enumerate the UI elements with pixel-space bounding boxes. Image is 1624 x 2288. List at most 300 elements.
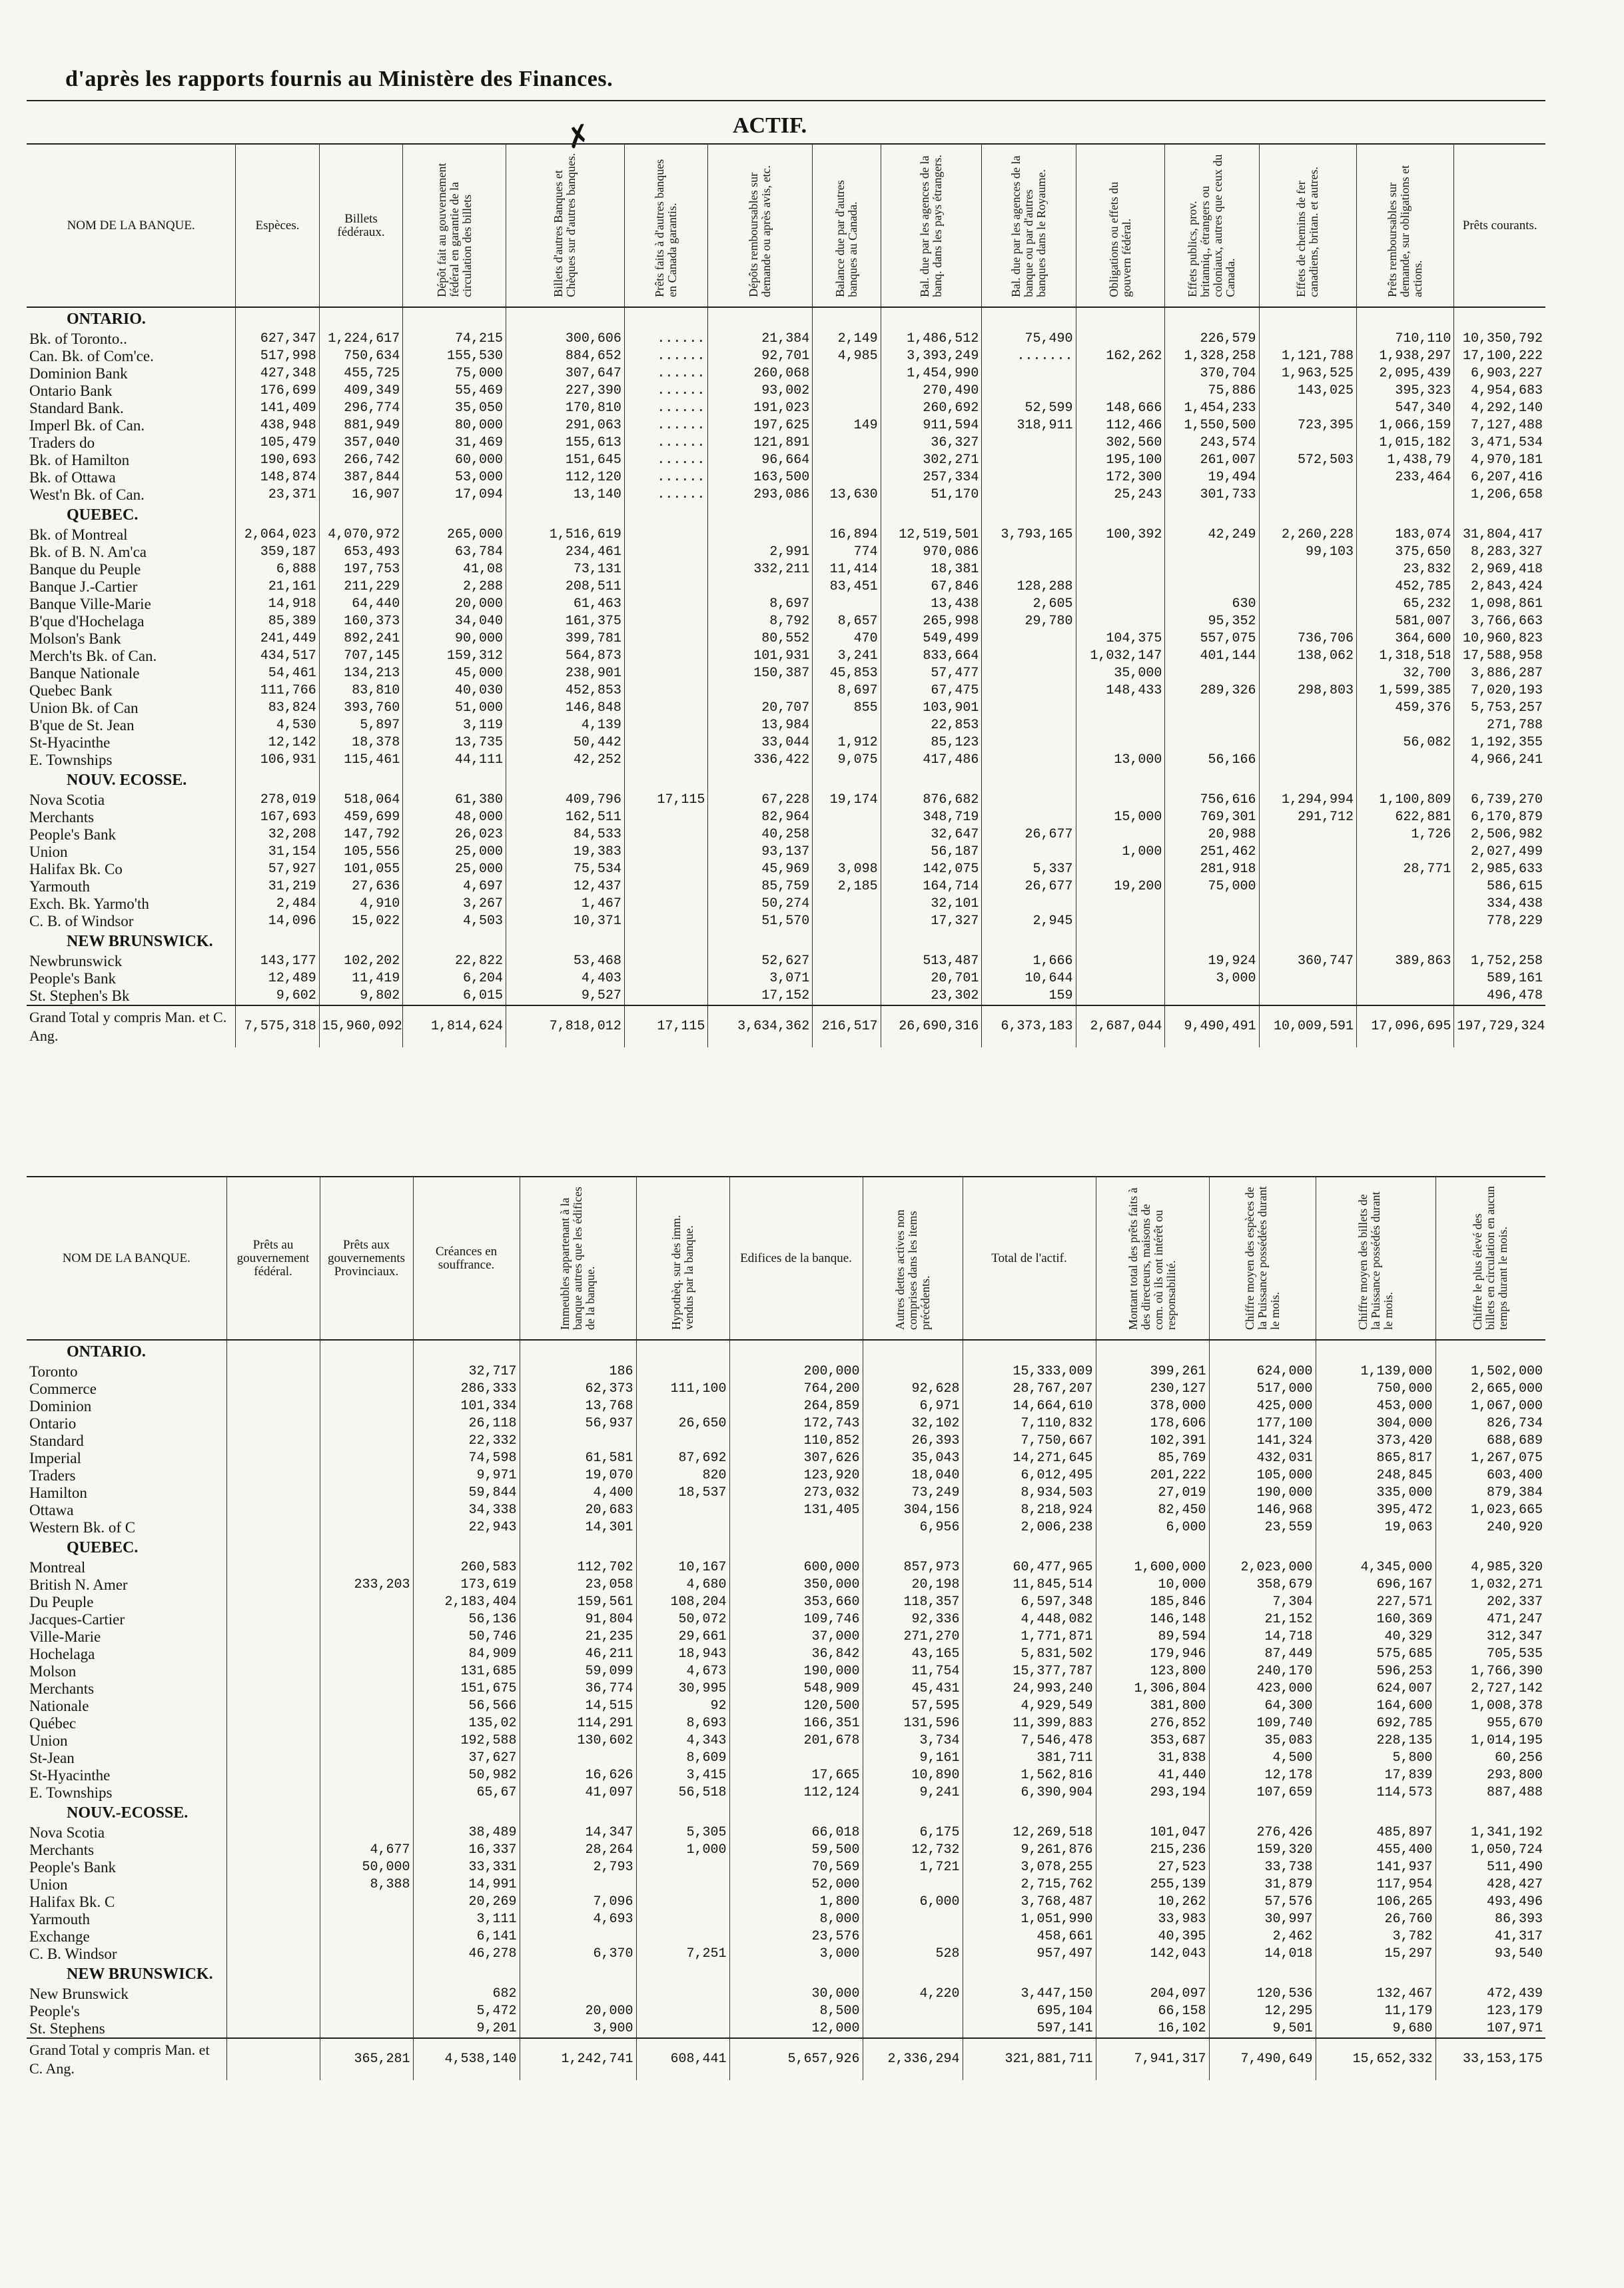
table-cell: 60,477,965 <box>963 1559 1096 1576</box>
table-cell: 29,780 <box>982 613 1076 630</box>
table-cell: 470 <box>813 630 881 648</box>
table-cell: 95,352 <box>1165 613 1259 630</box>
table-cell: 93,137 <box>708 844 813 861</box>
table-cell <box>1356 878 1453 895</box>
table-cell: 10,000 <box>1096 1576 1209 1594</box>
empty-cell <box>226 1963 320 1986</box>
table-cell: ....... <box>982 348 1076 365</box>
table-cell: 21,152 <box>1209 1611 1316 1628</box>
column-header: Edifices de la banque. <box>729 1177 863 1340</box>
table-cell: 381,800 <box>1096 1698 1209 1715</box>
table-cell: 151,645 <box>506 452 625 469</box>
bank-name: Can. Bk. of Com'ce. <box>29 348 154 364</box>
bank-name: People's Bank <box>29 1859 116 1876</box>
table-cell: 23,832 <box>1356 561 1453 578</box>
empty-cell <box>708 769 813 792</box>
table-cell <box>708 526 813 544</box>
table-cell: 7,304 <box>1209 1594 1316 1611</box>
table-cell: 150,387 <box>708 665 813 682</box>
table-cell: 696,167 <box>1316 1576 1435 1594</box>
column-header: Chiffre le plus élevé des billets en circulation en aucun temps durant le mois. <box>1435 1177 1545 1340</box>
actif-heading: ACTIF. <box>733 113 807 138</box>
table-cell: 6,170,879 <box>1454 809 1545 826</box>
table-cell: 289,326 <box>1165 682 1259 700</box>
table-cell <box>320 1628 413 1646</box>
table-cell <box>226 1363 320 1381</box>
table-cell: 581,007 <box>1356 613 1453 630</box>
table-cell <box>1165 987 1259 1005</box>
bank-name: C. B. Windsor <box>29 1946 117 1962</box>
empty-cell <box>636 1536 729 1559</box>
table-cell: 485,897 <box>1316 1824 1435 1842</box>
table-cell: 93,540 <box>1435 1946 1545 1963</box>
table-row <box>27 895 1545 913</box>
table-cell: 118,357 <box>863 1594 963 1611</box>
table-cell: 4,292,140 <box>1454 400 1545 417</box>
bank-name: C. B. of Windsor <box>29 913 134 929</box>
empty-cell <box>1316 1963 1435 1986</box>
table-cell <box>982 792 1076 809</box>
table-cell: 10,371 <box>506 913 625 930</box>
table-cell: 575,685 <box>1316 1646 1435 1663</box>
table-cell <box>320 1415 413 1432</box>
table-cell: ...... <box>624 382 708 400</box>
bank-name: Commerce <box>29 1381 97 1397</box>
table-cell <box>624 861 708 878</box>
table-cell: 87,449 <box>1209 1646 1316 1663</box>
table-cell: 1,486,512 <box>881 330 982 348</box>
table-cell: 160,373 <box>319 613 403 630</box>
empty-cell <box>1165 930 1259 953</box>
table-cell <box>1356 486 1453 504</box>
table-cell: 32,208 <box>236 826 320 844</box>
table-cell: 622,881 <box>1356 809 1453 826</box>
table-cell: 135,02 <box>413 1715 520 1732</box>
table-row <box>27 1432 1545 1450</box>
table-cell <box>1259 987 1356 1005</box>
table-cell: 1,328,258 <box>1165 348 1259 365</box>
table-cell: 1,516,619 <box>506 526 625 544</box>
table-cell: 378,000 <box>1096 1398 1209 1415</box>
table-cell: 85,389 <box>236 613 320 630</box>
table-cell: 23,576 <box>729 1928 863 1946</box>
table-cell <box>813 987 881 1005</box>
table-cell: 99,103 <box>1259 544 1356 561</box>
bank-name: Hamilton <box>29 1484 87 1501</box>
table-row <box>27 682 1545 700</box>
table-cell: 472,439 <box>1435 1986 1545 2003</box>
table-row <box>27 1986 1545 2003</box>
table-cell <box>708 682 813 700</box>
empty-cell <box>881 504 982 526</box>
table-cell <box>624 878 708 895</box>
table-cell <box>1076 717 1165 734</box>
table-cell <box>226 1842 320 1859</box>
table-cell <box>1259 970 1356 987</box>
title-rule <box>27 100 1545 101</box>
table-cell: 29,661 <box>636 1628 729 1646</box>
table-cell: 211,229 <box>319 578 403 596</box>
table-cell: 33,983 <box>1096 1911 1209 1928</box>
table-row <box>27 648 1545 665</box>
table-cell: 1,341,192 <box>1435 1824 1545 1842</box>
empty-cell <box>636 1802 729 1824</box>
table-cell: 955,670 <box>1435 1715 1545 1732</box>
table-cell: 109,740 <box>1209 1715 1316 1732</box>
table-cell: 17,094 <box>403 486 506 504</box>
table-row <box>27 1628 1545 1646</box>
bank-name: Merch'ts Bk. of Can. <box>29 648 157 664</box>
table-cell: 302,271 <box>881 452 982 469</box>
bank-name: Union <box>29 1876 68 1893</box>
table-cell <box>1356 844 1453 861</box>
table-cell: 750,000 <box>1316 1381 1435 1398</box>
empty-cell <box>729 1536 863 1559</box>
table-cell: 2,991 <box>708 544 813 561</box>
table-cell: 41,317 <box>1435 1928 1545 1946</box>
column-header: Prêts au gouvernement fédéral. <box>226 1177 320 1340</box>
empty-cell <box>1096 1802 1209 1824</box>
table-cell: 4,345,000 <box>1316 1559 1435 1576</box>
table-cell <box>982 630 1076 648</box>
table-cell: 230,127 <box>1096 1381 1209 1398</box>
table-cell: 5,305 <box>636 1824 729 1842</box>
table-cell: 8,609 <box>636 1750 729 1767</box>
table-cell: 18,537 <box>636 1484 729 1502</box>
table-cell: 92,336 <box>863 1611 963 1628</box>
table-cell: 37,000 <box>729 1628 863 1646</box>
table-cell: 84,909 <box>413 1646 520 1663</box>
table-row <box>27 970 1545 987</box>
table-cell: 101,334 <box>413 1398 520 1415</box>
table-cell <box>1165 561 1259 578</box>
table-cell: 22,943 <box>413 1519 520 1536</box>
grand-total-cell: 1,814,624 <box>403 1005 506 1047</box>
table-cell: 26,118 <box>413 1415 520 1432</box>
table-cell: 778,229 <box>1454 913 1545 930</box>
table-cell <box>982 844 1076 861</box>
table-row <box>27 452 1545 469</box>
table-cell: 257,334 <box>881 469 982 486</box>
table-cell: 89,594 <box>1096 1628 1209 1646</box>
bank-name: Imperl Bk. of Can. <box>29 417 145 434</box>
table-cell: 17,115 <box>624 792 708 809</box>
table-cell <box>636 1928 729 1946</box>
empty-cell <box>226 1802 320 1824</box>
table-cell: 296,774 <box>319 400 403 417</box>
empty-cell <box>520 1802 636 1824</box>
table-cell: 35,050 <box>403 400 506 417</box>
table-cell: 1,454,233 <box>1165 400 1259 417</box>
table-cell: 32,101 <box>881 895 982 913</box>
table-cell <box>1259 486 1356 504</box>
table-cell <box>1356 752 1453 769</box>
empty-cell <box>729 1802 863 1824</box>
table-row <box>27 526 1545 544</box>
table-cell: 170,810 <box>506 400 625 417</box>
table-cell: 2,793 <box>520 1859 636 1876</box>
table-cell: 630 <box>1165 596 1259 613</box>
table-cell: 60,256 <box>1435 1750 1545 1767</box>
table-cell: 6,390,904 <box>963 1784 1096 1802</box>
bank-name: Banque Ville-Marie <box>29 596 151 612</box>
table-cell <box>320 1519 413 1536</box>
table-cell: 597,141 <box>963 2020 1096 2038</box>
table-cell: 1,008,378 <box>1435 1698 1545 1715</box>
empty-cell <box>1165 307 1259 330</box>
table-cell <box>982 700 1076 717</box>
empty-cell <box>403 307 506 330</box>
table-cell: 857,973 <box>863 1559 963 1576</box>
bank-name: St. Stephen's Bk <box>29 987 130 1004</box>
table-cell <box>624 826 708 844</box>
table-cell <box>1259 330 1356 348</box>
empty-cell <box>1356 930 1453 953</box>
table-cell: 3,782 <box>1316 1928 1435 1946</box>
table-cell: 11,414 <box>813 561 881 578</box>
table-cell: 8,934,503 <box>963 1484 1096 1502</box>
empty-cell <box>320 1963 413 1986</box>
table-cell: 101,055 <box>319 861 403 878</box>
table-cell: 202,337 <box>1435 1594 1545 1611</box>
table-cell: 7,020,193 <box>1454 682 1545 700</box>
table-cell <box>729 1750 863 1767</box>
table-cell: 61,380 <box>403 792 506 809</box>
table-cell: 1,000 <box>636 1842 729 1859</box>
table-cell: 31,838 <box>1096 1750 1209 1767</box>
table-cell: 14,515 <box>520 1698 636 1715</box>
table-cell: 12,519,501 <box>881 526 982 544</box>
table-cell: 459,376 <box>1356 700 1453 717</box>
table-cell <box>320 1698 413 1715</box>
table-cell: 1,963,525 <box>1259 365 1356 382</box>
table-cell: 627,347 <box>236 330 320 348</box>
bank-name: Bk. of B. N. Am'ca <box>29 544 147 560</box>
bank-name: E. Townships <box>29 1784 113 1801</box>
table-cell <box>624 717 708 734</box>
table-cell: 2,605 <box>982 596 1076 613</box>
table-cell <box>863 1876 963 1894</box>
table-cell: 159,561 <box>520 1594 636 1611</box>
table-cell: 3,447,150 <box>963 1986 1096 2003</box>
table-cell: 52,627 <box>708 953 813 970</box>
table-cell: 197,753 <box>319 561 403 578</box>
table-cell: 14,347 <box>520 1824 636 1842</box>
table-cell: 528 <box>863 1946 963 1963</box>
bank-name: Bk. of Ottawa <box>29 469 116 486</box>
empty-cell <box>413 1963 520 1986</box>
table-cell: 19,924 <box>1165 953 1259 970</box>
table-cell: 96,664 <box>708 452 813 469</box>
table-cell: 131,596 <box>863 1715 963 1732</box>
table-cell: 26,393 <box>863 1432 963 1450</box>
table-row <box>27 365 1545 382</box>
table-cell: 1,267,075 <box>1435 1450 1545 1467</box>
table-cell: 6,370 <box>520 1946 636 1963</box>
table-cell: 31,804,417 <box>1454 526 1545 544</box>
table-cell <box>1076 365 1165 382</box>
table-cell: 27,523 <box>1096 1859 1209 1876</box>
table-cell <box>1259 861 1356 878</box>
table-cell: 7,096 <box>520 1894 636 1911</box>
table-row <box>27 878 1545 895</box>
empty-cell <box>320 1340 413 1363</box>
table-cell: 67,846 <box>881 578 982 596</box>
table-cell: 23,559 <box>1209 1519 1316 1536</box>
table-cell: 33,044 <box>708 734 813 752</box>
table-row <box>27 953 1545 970</box>
table-cell: 1,562,816 <box>963 1767 1096 1784</box>
table-cell <box>1259 561 1356 578</box>
table-cell: 86,393 <box>1435 1911 1545 1928</box>
table-cell: 513,487 <box>881 953 982 970</box>
table-cell: 66,158 <box>1096 2003 1209 2020</box>
table-cell: 13,438 <box>881 596 982 613</box>
table-cell <box>320 1750 413 1767</box>
empty-cell <box>1316 1536 1435 1559</box>
table-cell: 15,000 <box>1076 809 1165 826</box>
table-cell: 1,139,000 <box>1316 1363 1435 1381</box>
table-cell <box>624 526 708 544</box>
table-cell: 233,203 <box>320 1576 413 1594</box>
table-cell: 705,535 <box>1435 1646 1545 1663</box>
assets-table-top <box>27 143 1545 1047</box>
table-cell: 53,468 <box>506 953 625 970</box>
bank-name: Nova Scotia <box>29 1824 105 1841</box>
bank-name: Ontario Bank <box>29 382 113 399</box>
table-cell <box>226 1928 320 1946</box>
empty-cell <box>1209 1802 1316 1824</box>
table-cell <box>813 809 881 826</box>
table-cell: 18,943 <box>636 1646 729 1663</box>
table-row <box>27 734 1545 752</box>
table-cell <box>320 2003 413 2020</box>
table-row <box>27 844 1545 861</box>
column-header: Prêts aux gouvernements Provinciaux. <box>320 1177 413 1340</box>
table-cell: 65,232 <box>1356 596 1453 613</box>
empty-cell <box>1259 504 1356 526</box>
table-cell <box>624 970 708 987</box>
table-cell <box>226 2020 320 2038</box>
column-header: Billets fédéraux. <box>319 144 403 307</box>
table-cell: 167,693 <box>236 809 320 826</box>
table-cell: 106,265 <box>1316 1894 1435 1911</box>
table-cell: 335,000 <box>1316 1484 1435 1502</box>
empty-cell <box>1076 504 1165 526</box>
empty-cell <box>881 307 982 330</box>
table-cell: 107,971 <box>1435 2020 1545 2038</box>
empty-cell <box>1209 1340 1316 1363</box>
empty-cell <box>1356 307 1453 330</box>
table-cell <box>320 1363 413 1381</box>
table-cell: 682 <box>413 1986 520 2003</box>
table-cell: 105,000 <box>1209 1467 1316 1484</box>
table-cell: 428,427 <box>1435 1876 1545 1894</box>
table-cell: 28,767,207 <box>963 1381 1096 1398</box>
table-cell: 14,718 <box>1209 1628 1316 1646</box>
table-cell: 120,500 <box>729 1698 863 1715</box>
table-cell: 2,288 <box>403 578 506 596</box>
table-cell: 265,998 <box>881 613 982 630</box>
table-row <box>27 1876 1545 1894</box>
empty-cell <box>729 1963 863 1986</box>
table-cell: 9,527 <box>506 987 625 1005</box>
table-cell: 17,327 <box>881 913 982 930</box>
province-heading: NEW BRUNSWICK. <box>67 933 213 950</box>
empty-cell <box>1076 307 1165 330</box>
empty-cell <box>520 1340 636 1363</box>
table-cell: 50,982 <box>413 1767 520 1784</box>
table-cell: 82,964 <box>708 809 813 826</box>
table-cell: 6,015 <box>403 987 506 1005</box>
bank-name: British N. Amer <box>29 1576 128 1593</box>
table-cell <box>636 1911 729 1928</box>
table-row <box>27 700 1545 717</box>
empty-cell <box>1454 504 1545 526</box>
table-cell: 401,144 <box>1165 648 1259 665</box>
table-cell: 123,179 <box>1435 2003 1545 2020</box>
table-cell: 6,597,348 <box>963 1594 1096 1611</box>
table-cell: 276,852 <box>1096 1715 1209 1732</box>
table-cell: 2,969,418 <box>1454 561 1545 578</box>
empty-cell <box>520 1963 636 1986</box>
table-cell: 6,739,270 <box>1454 792 1545 809</box>
table-cell: 4,403 <box>506 970 625 987</box>
table-cell: 20,988 <box>1165 826 1259 844</box>
table-cell: 14,018 <box>1209 1946 1316 1963</box>
table-cell <box>1165 700 1259 717</box>
table-cell: 517,000 <box>1209 1381 1316 1398</box>
table-cell: 14,918 <box>236 596 320 613</box>
table-cell: 10,890 <box>863 1767 963 1784</box>
table-cell: 8,697 <box>708 596 813 613</box>
table-cell <box>624 648 708 665</box>
table-cell: 2,715,762 <box>963 1876 1096 1894</box>
table-cell: 600,000 <box>729 1559 863 1576</box>
table-cell: 596,253 <box>1316 1663 1435 1680</box>
table-cell: 148,666 <box>1076 400 1165 417</box>
grand-total-cell: 33,153,175 <box>1435 2038 1545 2080</box>
table-row <box>27 1859 1545 1876</box>
table-cell: 50,746 <box>413 1628 520 1646</box>
table-row <box>27 596 1545 613</box>
table-cell: 40,258 <box>708 826 813 844</box>
table-cell: 83,451 <box>813 578 881 596</box>
table-cell: 6,207,416 <box>1454 469 1545 486</box>
table-cell: 48,000 <box>403 809 506 826</box>
table-cell: 44,111 <box>403 752 506 769</box>
table-cell: 34,338 <box>413 1502 520 1519</box>
table-cell: 75,534 <box>506 861 625 878</box>
table-cell <box>813 717 881 734</box>
table-cell: 30,995 <box>636 1680 729 1698</box>
table-cell: 300,606 <box>506 330 625 348</box>
table-cell: 178,606 <box>1096 1415 1209 1432</box>
table-cell <box>226 1559 320 1576</box>
table-cell: 11,845,514 <box>963 1576 1096 1594</box>
bank-name: Traders <box>29 1467 76 1484</box>
table-cell: 3,471,534 <box>1454 434 1545 452</box>
grand-total-cell: 2,687,044 <box>1076 1005 1165 1047</box>
table-cell: 43,165 <box>863 1646 963 1663</box>
table-cell <box>320 1715 413 1732</box>
table-cell <box>813 400 881 417</box>
table-cell: 251,462 <box>1165 844 1259 861</box>
table-cell: 56,187 <box>881 844 982 861</box>
grand-total-row <box>27 1005 1545 1047</box>
table-cell <box>1259 700 1356 717</box>
table-cell <box>320 1784 413 1802</box>
